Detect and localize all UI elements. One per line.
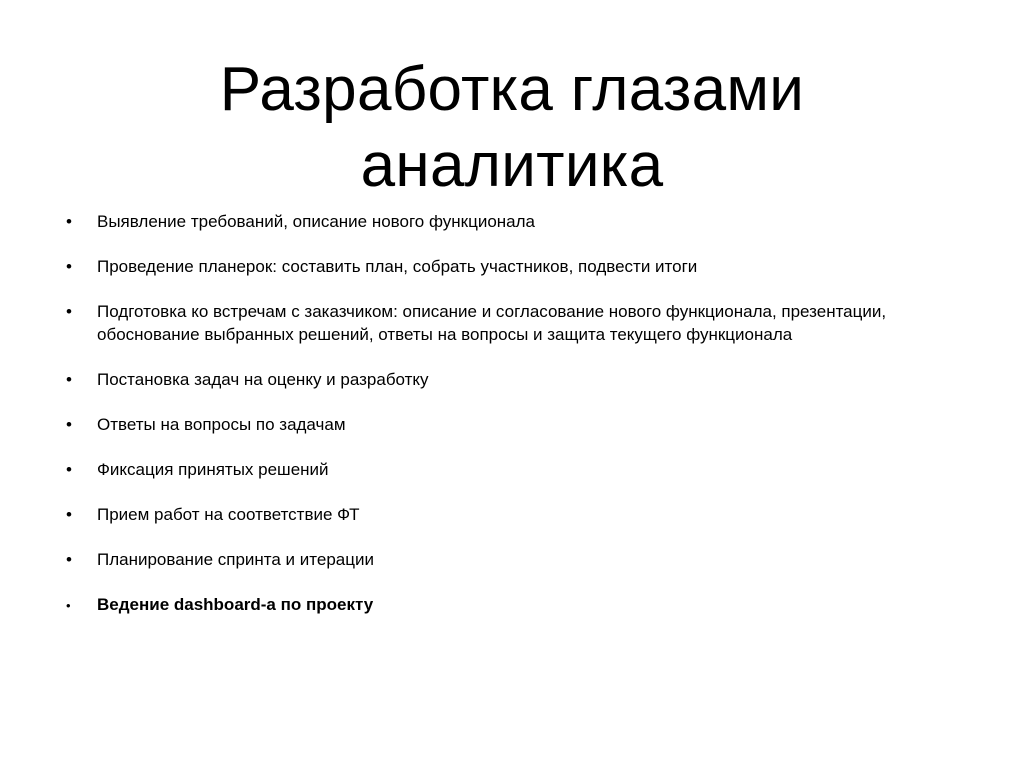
- bullet-text: Выявление требований, описание нового функционала: [97, 212, 535, 231]
- bullet-marker: •: [66, 370, 72, 389]
- slide-title-line-1: Разработка глазами: [219, 55, 805, 124]
- bullet-item: [66, 300, 926, 346]
- bullet-marker: •: [66, 212, 72, 231]
- bullet-text: Прием работ на соответствие ФТ: [97, 505, 360, 524]
- bullet-text: Планирование спринта и итерации: [97, 550, 374, 569]
- bullet-marker: •: [66, 598, 71, 613]
- bullet-text: Ведение dashboard-а по проекту: [97, 595, 374, 614]
- bullet-marker: •: [66, 302, 72, 321]
- bullet-item: [66, 255, 926, 278]
- bullet-item: [66, 548, 926, 571]
- bullet-item: [66, 413, 926, 436]
- bullet-item: [66, 210, 926, 233]
- bullet-item: [66, 503, 926, 526]
- bullet-item: [66, 368, 926, 391]
- bullet-text: Постановка задач на оценку и разработку: [97, 370, 429, 389]
- bullet-marker: •: [66, 415, 72, 434]
- slide-title: [112, 52, 912, 204]
- bullet-item-highlighted: [66, 593, 926, 616]
- bullet-marker: •: [66, 257, 72, 276]
- bullet-marker: •: [66, 505, 72, 524]
- bullet-text: Подготовка ко встречам с заказчиком: описание и согласование нового функционала, презентации, обоснование выбранных решений, ответы на вопросы и защита текущего функционала: [97, 302, 887, 344]
- bullet-marker: •: [66, 460, 72, 479]
- bullet-text: Ответы на вопросы по задачам: [97, 415, 346, 434]
- slide-title-line-2: аналитика: [360, 131, 664, 200]
- bullet-text: Фиксация принятых решений: [97, 460, 329, 479]
- bullet-item: [66, 458, 926, 481]
- bullet-list: [66, 210, 926, 638]
- bullet-text: Проведение планерок: составить план, собрать участников, подвести итоги: [97, 257, 698, 276]
- bullet-marker: •: [66, 550, 72, 569]
